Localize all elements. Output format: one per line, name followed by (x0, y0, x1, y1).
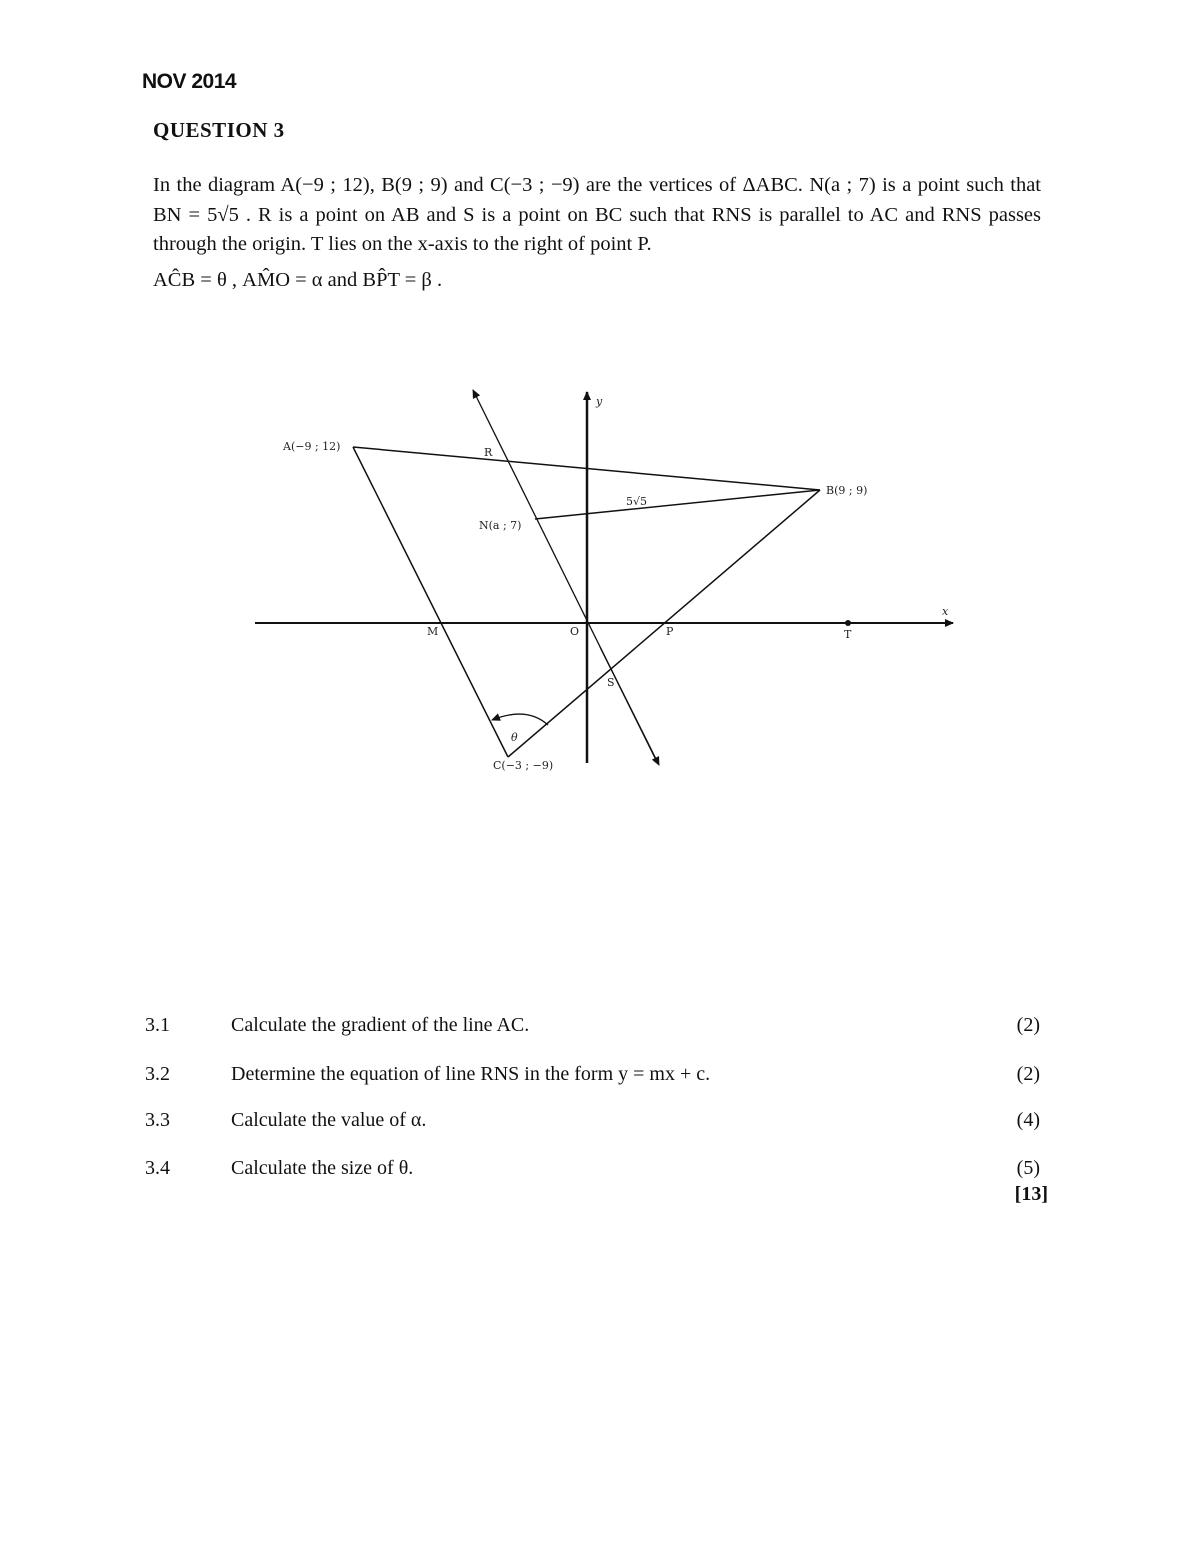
label-s: S (607, 676, 615, 689)
label-p: P (666, 625, 674, 638)
label-o: O (570, 625, 580, 638)
subquestion-marks: (2) (1016, 1014, 1040, 1036)
label-bn-length: 5√5 (626, 495, 648, 508)
line-rns-lower-end (600, 647, 659, 765)
subquestion-marks: (5) (1016, 1157, 1040, 1179)
line-ac (353, 447, 508, 757)
question-title: QUESTION 3 (153, 118, 285, 142)
label-r: R (484, 446, 493, 459)
subquestion-number: 3.2 (145, 1063, 170, 1085)
subquestion-text: Calculate the gradient of the line AC. (231, 1014, 530, 1036)
line-bn (535, 490, 820, 519)
subquestion-marks: (2) (1016, 1063, 1040, 1085)
label-c: C(−3 ; −9) (493, 759, 554, 772)
subquestion-marks: (4) (1016, 1109, 1040, 1131)
label-y-axis: y (596, 395, 603, 408)
angle-definitions: AĈB = θ , AM̂O = α and BP̂T = β . (153, 268, 443, 291)
label-x-axis: x (942, 605, 949, 618)
subquestion-number: 3.3 (145, 1109, 170, 1131)
label-a: A(−9 ; 12) (283, 440, 341, 453)
intro-text: In the diagram A(−9 ; 12), B(9 ; 9) and C(−3 ; −9) are the vertices of ΔABC. N(a ; 7) is a point such that BN = 5√5 . R is a point on AB and S is a point on BC such that RNS is parallel to AC and RNS passes through the origin. T lies on the x-axis to the right of point P. (153, 174, 1041, 255)
subquestion-text: Calculate the size of θ. (231, 1157, 414, 1179)
theta-arc (492, 714, 548, 725)
subquestion-number: 3.4 (145, 1157, 170, 1179)
subquestion-text: Determine the equation of line RNS in the form y = mx + c. (231, 1063, 711, 1085)
total-marks: [13] (1014, 1183, 1048, 1205)
exam-header: NOV 2014 (142, 70, 237, 93)
label-b: B(9 ; 9) (826, 484, 868, 497)
subquestion-text: Calculate the value of α. (231, 1109, 427, 1131)
subquestion-number: 3.1 (145, 1014, 170, 1036)
label-n: N(a ; 7) (479, 519, 522, 532)
label-t: T (844, 628, 852, 641)
point-t (845, 620, 851, 626)
label-m: M (427, 625, 439, 638)
label-theta: θ (511, 731, 518, 744)
